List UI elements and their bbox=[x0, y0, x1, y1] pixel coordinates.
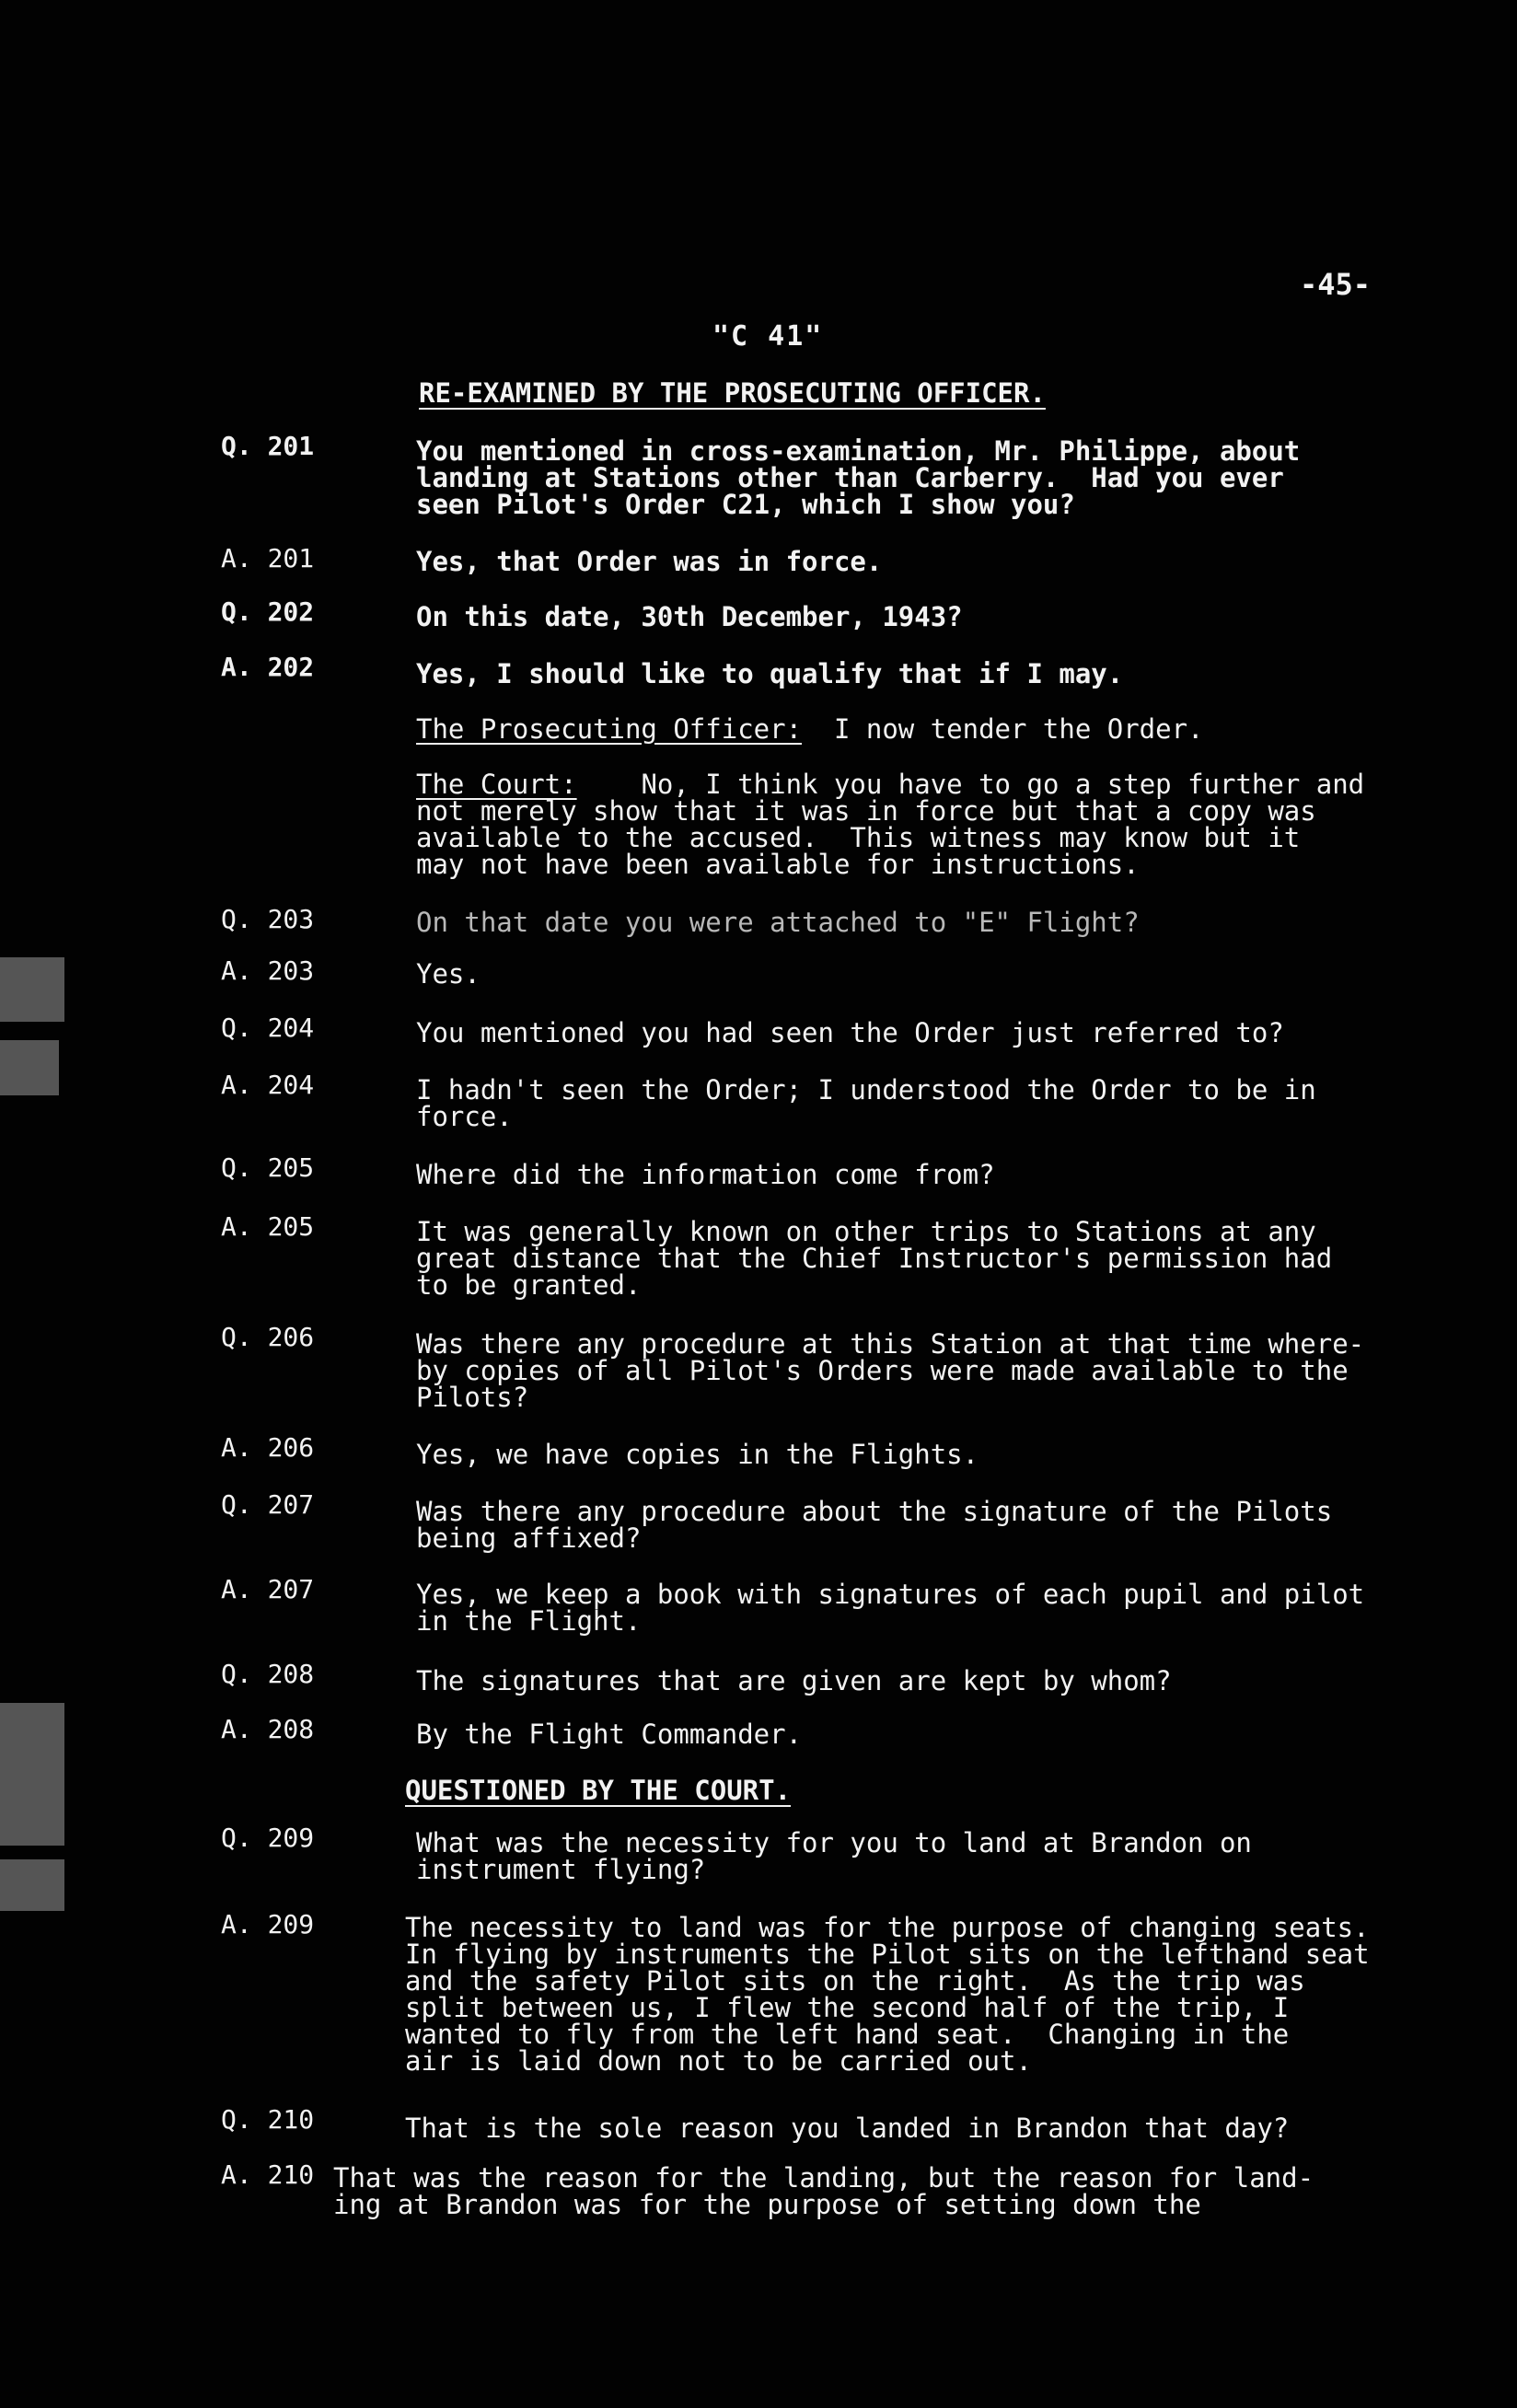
edge-mark bbox=[0, 1772, 64, 1846]
entry-text: Yes, that Order was in force. bbox=[416, 546, 883, 577]
entry-label: Q. 208 bbox=[221, 1659, 315, 1689]
entry-text: Yes, I should like to qualify that if I may. bbox=[416, 658, 1124, 689]
entry-label: A. 205 bbox=[221, 1211, 315, 1242]
entry-text: That was the reason for the landing, but the reason for land- ing at Brandon was for the purpose of setting down the bbox=[333, 2162, 1314, 2220]
entry-label: Q. 210 bbox=[221, 2104, 315, 2135]
speaker-statement bbox=[416, 771, 1429, 878]
section-heading-reexamination: RE-EXAMINED BY THE PROSECUTING OFFICER. bbox=[419, 377, 1046, 409]
entry-label: Q. 207 bbox=[221, 1489, 315, 1520]
edge-mark bbox=[0, 1703, 64, 1777]
edge-mark bbox=[0, 957, 64, 1022]
statement-text: No, I think you have to go a step further and not merely show that it was in force but that a copy was available to the accused. This witness may know but it may not have been available for instructions. bbox=[416, 769, 1365, 880]
entry-label: A. 202 bbox=[221, 652, 315, 682]
section-heading-court: QUESTIONED BY THE COURT. bbox=[405, 1775, 792, 1806]
entry-label: A. 206 bbox=[221, 1432, 315, 1463]
entry-text: Yes, we have copies in the Flights. bbox=[416, 1439, 979, 1470]
entry-text: You mentioned in cross-examination, Mr. Philippe, about landing at Stations other than Carberry. Had you ever seen Pilot's Order C21, which I show you? bbox=[416, 435, 1301, 520]
entry-text: On this date, 30th December, 1943? bbox=[416, 601, 963, 632]
entry-text: Was there any procedure at this Station at that time where- by copies of all Pilot's Orders were made available to the Pilots? bbox=[416, 1328, 1365, 1413]
entry-label: A. 204 bbox=[221, 1070, 315, 1100]
entry-label: A. 209 bbox=[221, 1909, 315, 1939]
entry-label: Q. 204 bbox=[221, 1013, 315, 1043]
speaker-name: The Prosecuting Officer: bbox=[416, 713, 803, 745]
edge-mark bbox=[0, 1859, 64, 1911]
entry-text: What was the necessity for you to land at Brandon on instrument flying? bbox=[416, 1827, 1252, 1885]
entry-label: Q. 203 bbox=[221, 904, 315, 934]
entry-text: I hadn't seen the Order; I understood the Order to be in force. bbox=[416, 1074, 1316, 1132]
entry-label: Q. 209 bbox=[221, 1823, 315, 1853]
entry-text: It was generally known on other trips to Stations at any great distance that the Chief Instructor's permission had to be granted. bbox=[416, 1216, 1333, 1301]
entry-label: A. 207 bbox=[221, 1574, 315, 1604]
entry-label: Q. 202 bbox=[221, 596, 315, 627]
entry-label: A. 208 bbox=[221, 1714, 315, 1744]
entry-text: Where did the information come from? bbox=[416, 1159, 995, 1190]
page-number: -45- bbox=[1300, 267, 1372, 302]
entry-text: The signatures that are given are kept by whom? bbox=[416, 1665, 1172, 1696]
entry-text: The necessity to land was for the purpose of changing seats. In flying by instruments the Pilot sits on the lefthand seat and the safety Pilot sits on the right. As the trip was split between us, I flew the second half of the trip, I wanted to fly from the left hand seat. Changing in the air is laid down not to be carried out. bbox=[405, 1912, 1370, 2077]
speaker-statement bbox=[416, 713, 1429, 745]
entry-text: By the Flight Commander. bbox=[416, 1719, 803, 1750]
entry-label: Q. 206 bbox=[221, 1322, 315, 1352]
entry-label: A. 210 bbox=[221, 2159, 315, 2190]
edge-mark bbox=[0, 1040, 59, 1095]
entry-text: Was there any procedure about the signature of the Pilots being affixed? bbox=[416, 1496, 1333, 1554]
entry-text: You mentioned you had seen the Order just referred to? bbox=[416, 1017, 1284, 1048]
entry-text: Yes. bbox=[416, 958, 481, 990]
speaker-name: The Court: bbox=[416, 769, 577, 800]
exhibit-reference: "C 41" bbox=[712, 320, 824, 353]
entry-label: Q. 201 bbox=[221, 431, 315, 461]
entry-text: On that date you were attached to "E" Flight? bbox=[416, 907, 1140, 938]
entry-label: Q. 205 bbox=[221, 1152, 315, 1183]
entry-label: A. 203 bbox=[221, 955, 315, 986]
entry-label: A. 201 bbox=[221, 543, 315, 573]
statement-text: I now tender the Order. bbox=[833, 713, 1204, 745]
entry-text: Yes, we keep a book with signatures of each pupil and pilot in the Flight. bbox=[416, 1579, 1365, 1637]
entry-text: That is the sole reason you landed in Brandon that day? bbox=[405, 2113, 1290, 2144]
